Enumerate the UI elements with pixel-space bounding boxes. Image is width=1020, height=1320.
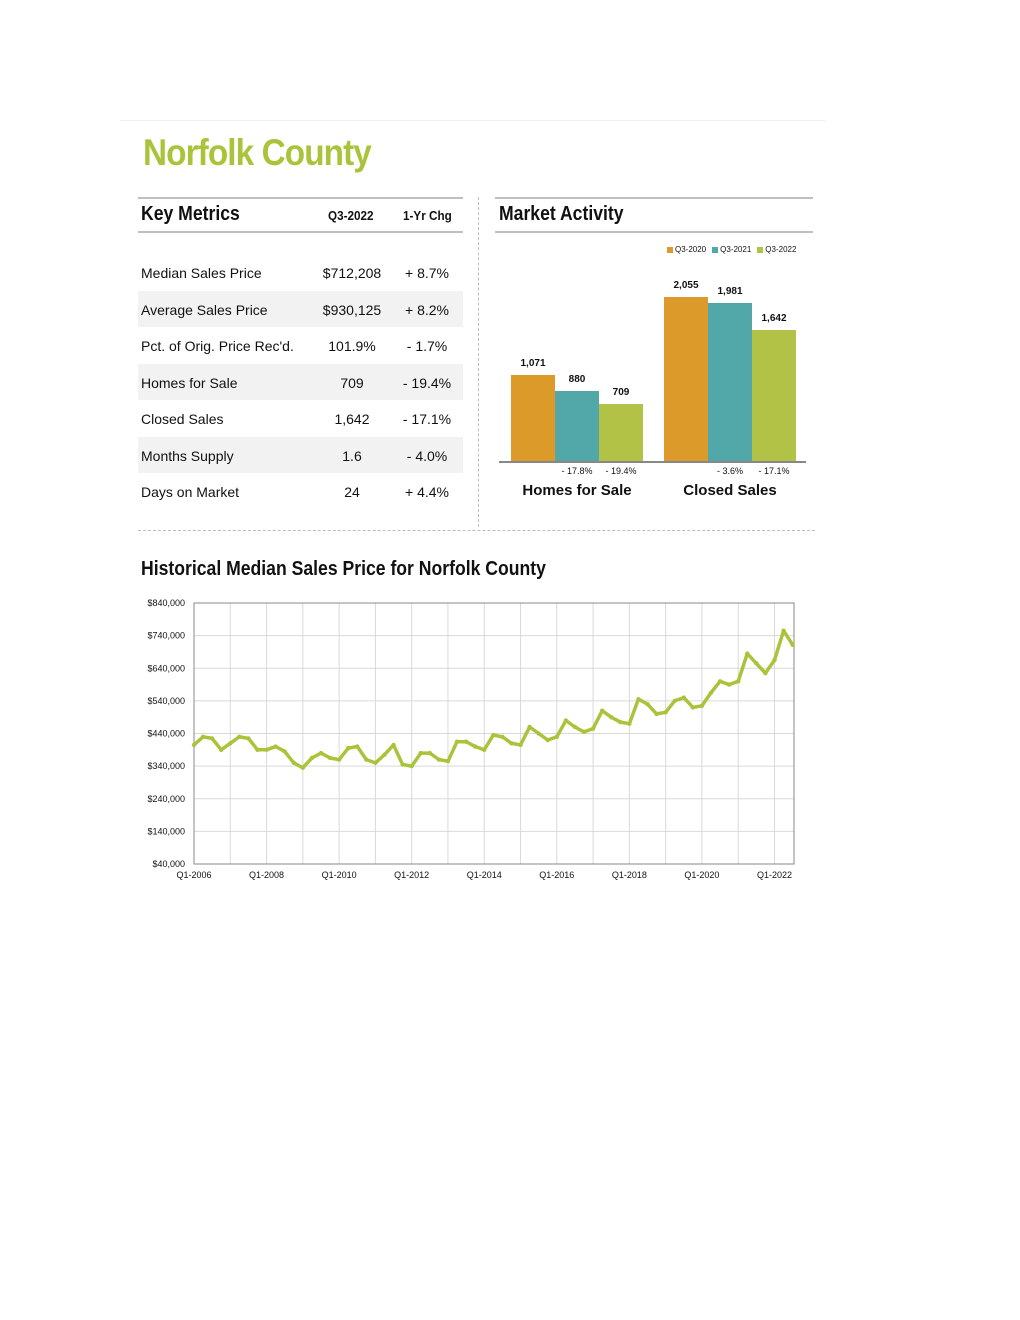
data-point (536, 731, 540, 735)
data-point (237, 735, 241, 739)
category-label: Homes for Sale (522, 482, 632, 499)
data-point (527, 725, 531, 729)
data-point (301, 766, 305, 770)
data-point (500, 735, 504, 739)
data-point (618, 720, 622, 724)
metric-label: Months Supply (141, 447, 234, 464)
data-point (600, 708, 604, 712)
metric-value: $712,208 (322, 265, 382, 281)
metric-label: Homes for Sale (141, 374, 238, 391)
bar-value-label: 709 (612, 387, 630, 399)
data-point (518, 743, 522, 747)
data-point (691, 705, 695, 709)
data-point (346, 746, 350, 750)
metric-label: Pct. of Orig. Price Rec'd. (141, 338, 294, 354)
data-point (663, 710, 667, 714)
x-tick-label: Q1-2020 (684, 870, 720, 880)
metric-value: 101.9% (328, 338, 376, 354)
period-column-header: Q3-2022 (328, 208, 374, 223)
data-point (573, 725, 577, 729)
y-tick-label: $240,000 (147, 793, 185, 804)
bar-value-label: 1,071 (520, 358, 546, 370)
metric-change: + 8.7% (405, 265, 449, 281)
data-point (192, 743, 196, 747)
x-tick-label: Q1-2010 (321, 870, 357, 880)
series-line (194, 631, 793, 768)
data-point (273, 744, 277, 748)
data-point (546, 738, 550, 742)
data-point (591, 726, 595, 730)
metric-value: 1.6 (342, 447, 362, 464)
data-point (428, 751, 432, 755)
y-tick-label: $640,000 (147, 663, 185, 674)
metric-change: - 19.4% (402, 374, 452, 391)
bar-change-label: - 17.1% (758, 466, 790, 476)
data-point (201, 735, 205, 739)
x-tick-label: Q1-2016 (539, 870, 575, 880)
data-point (409, 764, 413, 768)
data-point (627, 722, 631, 726)
data-point (310, 756, 314, 760)
data-point (709, 691, 713, 695)
data-point (754, 661, 758, 665)
data-point (772, 658, 776, 662)
metric-value: 709 (340, 374, 364, 391)
data-point (564, 718, 568, 722)
x-tick-label: Q1-2014 (466, 870, 502, 880)
y-tick-label: $40,000 (152, 859, 185, 869)
data-point (482, 748, 486, 752)
metric-value: $930,125 (322, 301, 382, 318)
data-point (673, 699, 677, 703)
data-point (609, 715, 613, 719)
data-point (400, 762, 404, 766)
data-point (373, 761, 377, 765)
metric-value: 1,642 (334, 411, 370, 427)
data-point (790, 643, 794, 647)
y-tick-label: $840,000 (147, 598, 185, 608)
data-point (283, 749, 287, 753)
data-point (292, 761, 296, 765)
data-point (727, 682, 731, 686)
bar-value-label: 880 (568, 373, 586, 385)
metric-value: 24 (344, 484, 360, 500)
data-point (582, 730, 586, 734)
data-point (745, 651, 749, 655)
historical-chart-title: Historical Median Sales Price for Norfolk County (141, 558, 546, 580)
data-point (419, 751, 423, 755)
data-point (246, 736, 250, 740)
y-tick-label: $540,000 (147, 695, 185, 706)
metric-label: Median Sales Price (141, 265, 262, 281)
data-point (654, 712, 658, 716)
x-tick-label: Q1-2006 (176, 870, 212, 880)
data-point (337, 757, 341, 761)
data-point (228, 741, 232, 745)
data-point (382, 753, 386, 757)
x-tick-label: Q1-2012 (394, 870, 430, 880)
metric-change: + 8.2% (405, 301, 449, 318)
metric-change: - 17.1% (402, 411, 452, 427)
data-point (446, 759, 450, 763)
data-point (219, 748, 223, 752)
key-metrics-heading: Key Metrics (141, 203, 240, 225)
market-activity-heading: Market Activity (499, 203, 624, 225)
data-point (210, 736, 214, 740)
data-point (355, 744, 359, 748)
data-point (763, 671, 767, 675)
data-point (328, 756, 332, 760)
y-tick-label: $340,000 (147, 761, 185, 772)
data-point (645, 702, 649, 706)
y-tick-label: $740,000 (147, 630, 185, 641)
data-point (636, 697, 640, 701)
metric-label: Average Sales Price (141, 301, 268, 318)
data-point (437, 757, 441, 761)
y-tick-label: $440,000 (147, 728, 185, 739)
data-point (473, 744, 477, 748)
data-point (264, 748, 268, 752)
x-tick-label: Q1-2022 (756, 870, 792, 880)
data-point (555, 735, 559, 739)
y-tick-label: $140,000 (147, 826, 185, 837)
data-point (736, 679, 740, 683)
legend-label: Q3-2022 (765, 245, 797, 254)
data-point (319, 751, 323, 755)
data-point (255, 748, 259, 752)
data-point (455, 739, 459, 743)
bar-change-label: - 3.6% (716, 466, 743, 476)
legend-label: Q3-2021 (720, 245, 752, 254)
bar-value-label: 2,055 (673, 279, 699, 291)
metric-label: Closed Sales (141, 411, 224, 427)
metric-change: - 1.7% (406, 338, 448, 354)
data-point (700, 704, 704, 708)
category-label: Closed Sales (683, 482, 777, 499)
data-point (391, 743, 395, 747)
data-point (491, 733, 495, 737)
x-tick-label: Q1-2018 (611, 870, 647, 880)
data-point (682, 695, 686, 699)
data-point (781, 629, 785, 633)
data-point (718, 679, 722, 683)
x-tick-label: Q1-2008 (249, 870, 285, 880)
bar-value-label: 1,642 (761, 312, 787, 324)
data-point (464, 739, 468, 743)
data-point (364, 757, 368, 761)
change-column-header: 1-Yr Chg (403, 208, 452, 223)
metric-change: + 4.4% (405, 484, 449, 500)
data-point (509, 741, 513, 745)
metric-label: Days on Market (141, 484, 240, 500)
bar-change-label: - 17.8% (561, 466, 593, 476)
bar-value-label: 1,981 (717, 285, 743, 297)
page-title: Norfolk County (143, 132, 371, 173)
bar-change-label: - 19.4% (605, 466, 637, 476)
metric-change: - 4.0% (406, 447, 448, 464)
legend-label: Q3-2020 (675, 245, 707, 254)
